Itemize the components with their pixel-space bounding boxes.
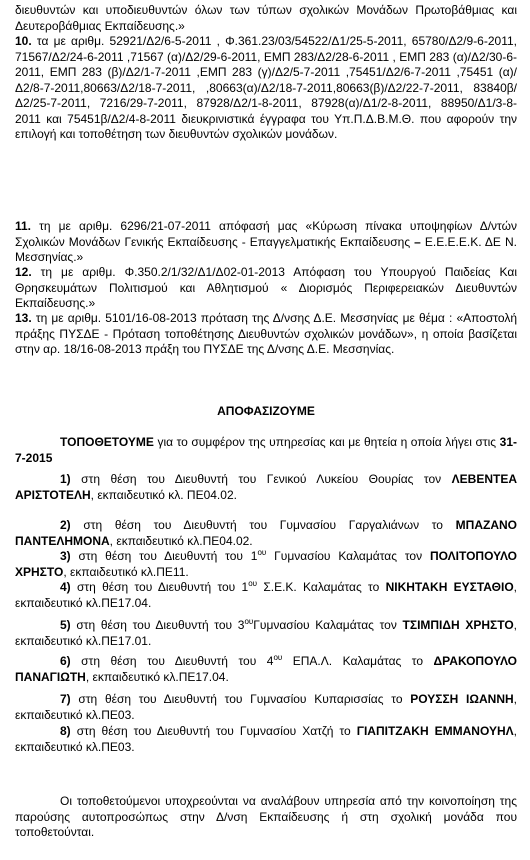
paragraph-10 bbox=[15, 34, 517, 143]
placement-person-name: ΔΡΑΚΟΠΟΥΛΟ ΠΑΝΑΓΙΩΤΗ bbox=[15, 654, 517, 684]
paragraph-11 bbox=[15, 219, 517, 266]
placement-person-name: ΓΙΑΠΙΤΖΑΚΗ ΕΜΜΑΝΟΥΗΛ bbox=[356, 724, 514, 738]
decision-intro bbox=[15, 435, 517, 466]
placement-number: 1) bbox=[60, 472, 71, 486]
placement-item bbox=[15, 724, 517, 755]
paragraph-12-number: 12. bbox=[15, 265, 32, 279]
placement-specialty: , εκπαιδευτικό κλ.ΠΕ17.01. bbox=[15, 618, 518, 648]
paragraph-11-number: 11. bbox=[15, 219, 32, 233]
paragraph-13 bbox=[15, 311, 517, 358]
placement-position-text: στη θέση του Διευθυντή του Γυμνασίου Χατζή το bbox=[76, 724, 351, 738]
placement-person-name: ΛΕΒΕΝΤΕΑ ΑΡΙΣΤΟΤΕΛΗ bbox=[15, 472, 517, 502]
placement-item bbox=[15, 654, 517, 685]
placement-specialty: , εκπαιδευτικό κλ.ΠΕ04.02. bbox=[109, 533, 253, 548]
placement-item bbox=[15, 580, 517, 611]
paragraph-10-text: τα με αριθμ. 52921/Δ2/6-5-2011 , Φ.361.23/03/54522/Δ1/25-5-2011, 65780/Δ2/9-6-2011, 71567/Δ2/24-6-2011 ,71567 (α)/Δ2/29-6-2011, ΕΜΠ 283/Δ2/28-6-2011 , ΕΜΠ 283 (α)/Δ2/30-6-2011, ΕΜΠ 283 (β)/Δ2/1-7-2011 ,ΕΜΠ 283 (γ)/Δ2/5-7-2011 ,75451/Δ2/6-7-2011 ,75451 (α)/Δ2/8-7-2011,80663/Δ2/18-7-2011, ,80663(α)/Δ2/18-7-2011,80663(β)/Δ2/22-7-2011, 83840β/Δ2/25-7-2011, 7216/29-7-2011, 87928/Δ2/1-8-2011, 87928(α)/Δ1/2-8-2011, 88950/Δ1/3-8-2011 και 75451β/Δ2/4-8-2011 διευκρινιστικά έγγραφα του Υπ.Π.Δ.Β.Μ.Θ. που αφορούν την επιλογή και τοποθέτηση των διευθυντών σχολικών μονάδων. bbox=[15, 34, 517, 141]
placement-school-text: ΕΠΑ.Λ. Καλαμάτας το bbox=[282, 654, 424, 668]
paragraph-13-number: 13. bbox=[15, 311, 32, 325]
paragraph-10-number: 10. bbox=[15, 34, 32, 48]
placement-item bbox=[15, 518, 517, 549]
paragraph-13-text: τη με αριθμ. 5101/16-08-2013 πρόταση της Δ/νσης Δ.Ε. Μεσσηνίας με θέμα : «Αποστολή πράξης ΠΥΣΔΕ - Πρόταση τοποθέτησης Διευθυντών σχολικών μονάδων», η οποία βασίζεται στην αρ. 18/16-08-2013 πράξη του ΠΥΣΔΕ της Δ/νσης Δ.Ε. Μεσσηνίας. bbox=[15, 311, 518, 356]
paragraph-11-dash: – bbox=[414, 234, 421, 249]
placement-number: 7) bbox=[60, 692, 71, 706]
placement-number: 2) bbox=[60, 518, 71, 532]
placement-position-text: στη θέση του Διευθυντή του Γυμνασίου Κυπαρισσίας το bbox=[78, 692, 403, 706]
placement-specialty: , εκπαιδευτικό κλ.ΠΕ17.04. bbox=[85, 669, 229, 684]
placement-specialty: , εκπαιδευτικό κλ.ΠΕ03. bbox=[15, 724, 517, 754]
paragraph-11-text: τη με αριθμ. 6296/21-07-2011 απόφασή μας «Κύρωση πίνακα υποψηφίων Δ/ντών Σχολικών Μονάδων Γενικής Εκπαίδευσης - Επαγγελματικής Εκπαίδευσης bbox=[15, 219, 517, 249]
placement-specialty: , εκπαιδευτικό κλ.ΠΕ11. bbox=[63, 564, 189, 579]
placement-position-text: στη θέση του Διευθυντή του 3 bbox=[76, 618, 245, 632]
placement-ordinal-suffix: ου bbox=[244, 617, 254, 626]
placement-person-name: ΤΣΙΜΠΙΔΗ ΧΡΗΣΤΟ bbox=[402, 618, 514, 632]
decision-heading-text: ΑΠΟΦΑΣΙΖΟΥΜΕ bbox=[217, 404, 315, 418]
placement-item bbox=[15, 472, 517, 503]
placement-school-text: Γυμνασίου Καλαμάτας τον bbox=[266, 549, 423, 563]
placement-specialty: , εκπαιδευτικό κλ.ΠΕ03. bbox=[15, 692, 517, 722]
placement-specialty: , εκπαιδευτικό κλ.ΠΕ17.04. bbox=[15, 580, 517, 610]
placement-person-name: ΝΙΚΗΤΑΚΗ ΕΥΣΤΑΘΙΟ bbox=[385, 580, 514, 594]
placement-ordinal-suffix: ου bbox=[273, 653, 283, 662]
paragraph-9-end: διευθυντών και υποδιευθυντών όλων των τύπων σχολικών Μονάδων Πρωτοβάθμιας και Δευτεροβάθμιας Εκπαίδευσης.» bbox=[15, 3, 517, 33]
paragraph-11-text-end: Ε.Ε.Ε.Ε.Κ. ΔΕ Ν. Μεσσηνίας.» bbox=[15, 234, 517, 264]
closing-paragraph: Οι τοποθετούμενοι υποχρεούνται να αναλάβουν υπηρεσία από την κοινοποίηση της παρούσης αυτοπροσώπως στην Δ/νση Εκπαίδευσης ή στη σχολική μονάδα που τοποθετούνται. bbox=[15, 794, 517, 839]
decision-heading bbox=[15, 404, 517, 420]
placement-number: 5) bbox=[60, 618, 71, 632]
placement-person-name: ΠΟΛΙΤΟΠΟΥΛΟ ΧΡΗΣΤΟ bbox=[15, 549, 517, 579]
placement-item bbox=[15, 618, 517, 649]
placement-person-name: ΡΟΥΣΣΗ ΙΩΑΝΝΗ bbox=[410, 692, 514, 706]
placement-person-name: ΜΠΑΖΑΝΟ ΠΑΝΤΕΛΗΜΟΝΑ bbox=[15, 518, 517, 548]
placement-ordinal-suffix: ου bbox=[248, 579, 258, 588]
intro-date: 31-7-2015 bbox=[15, 435, 517, 465]
placement-number: 6) bbox=[60, 654, 71, 668]
placement-item bbox=[15, 692, 517, 723]
intro-text: για το συμφέρον της υπηρεσίας και με θητεία η οποία λήγει bbox=[157, 435, 472, 449]
placement-school-text: Γυμνασίου Καλαμάτας τον bbox=[253, 618, 397, 632]
placement-item bbox=[15, 549, 517, 580]
placement-position-text: στη θέση του Διευθυντή του 4 bbox=[81, 654, 274, 668]
placement-school-text: Σ.Ε.Κ. Καλαμάτας το bbox=[257, 580, 380, 594]
placement-ordinal-suffix: ου bbox=[257, 548, 267, 557]
placement-position-text: στη θέση του Διευθυντή του 1 bbox=[76, 580, 249, 594]
paragraph-12-text: τη με αριθμ. Φ.350.2/1/32/Δ1/Δ02-01-2013 Απόφαση του Υπουργού Παιδείας Και Θρησκευμάτων Πολιτισμού και Αθλητισμού « Διορισμός Περιφερειακών Διευθυντών Εκπαίδευσης.» bbox=[15, 265, 517, 310]
placement-position-text: στη θέση του Διευθυντή του Γενικού Λυκείου Θουρίας τον bbox=[81, 472, 442, 486]
placement-number: 3) bbox=[60, 549, 71, 563]
placement-specialty: , εκπαιδευτικό κλ. ΠΕ04.02. bbox=[90, 487, 237, 502]
intro-bold-word: ΤΟΠΟΘΕΤΟΥΜΕ bbox=[60, 435, 154, 449]
placement-number: 4) bbox=[60, 580, 71, 594]
placement-number: 8) bbox=[60, 724, 71, 738]
placement-position-text: στη θέση του Διευθυντή του 1 bbox=[78, 549, 258, 563]
paragraph-12 bbox=[15, 265, 517, 312]
placement-position-text: στη θέση του Διευθυντή του Γυμνασίου Γαργαλιάνων το bbox=[83, 518, 443, 532]
intro-date-prefix: στις bbox=[475, 435, 497, 449]
